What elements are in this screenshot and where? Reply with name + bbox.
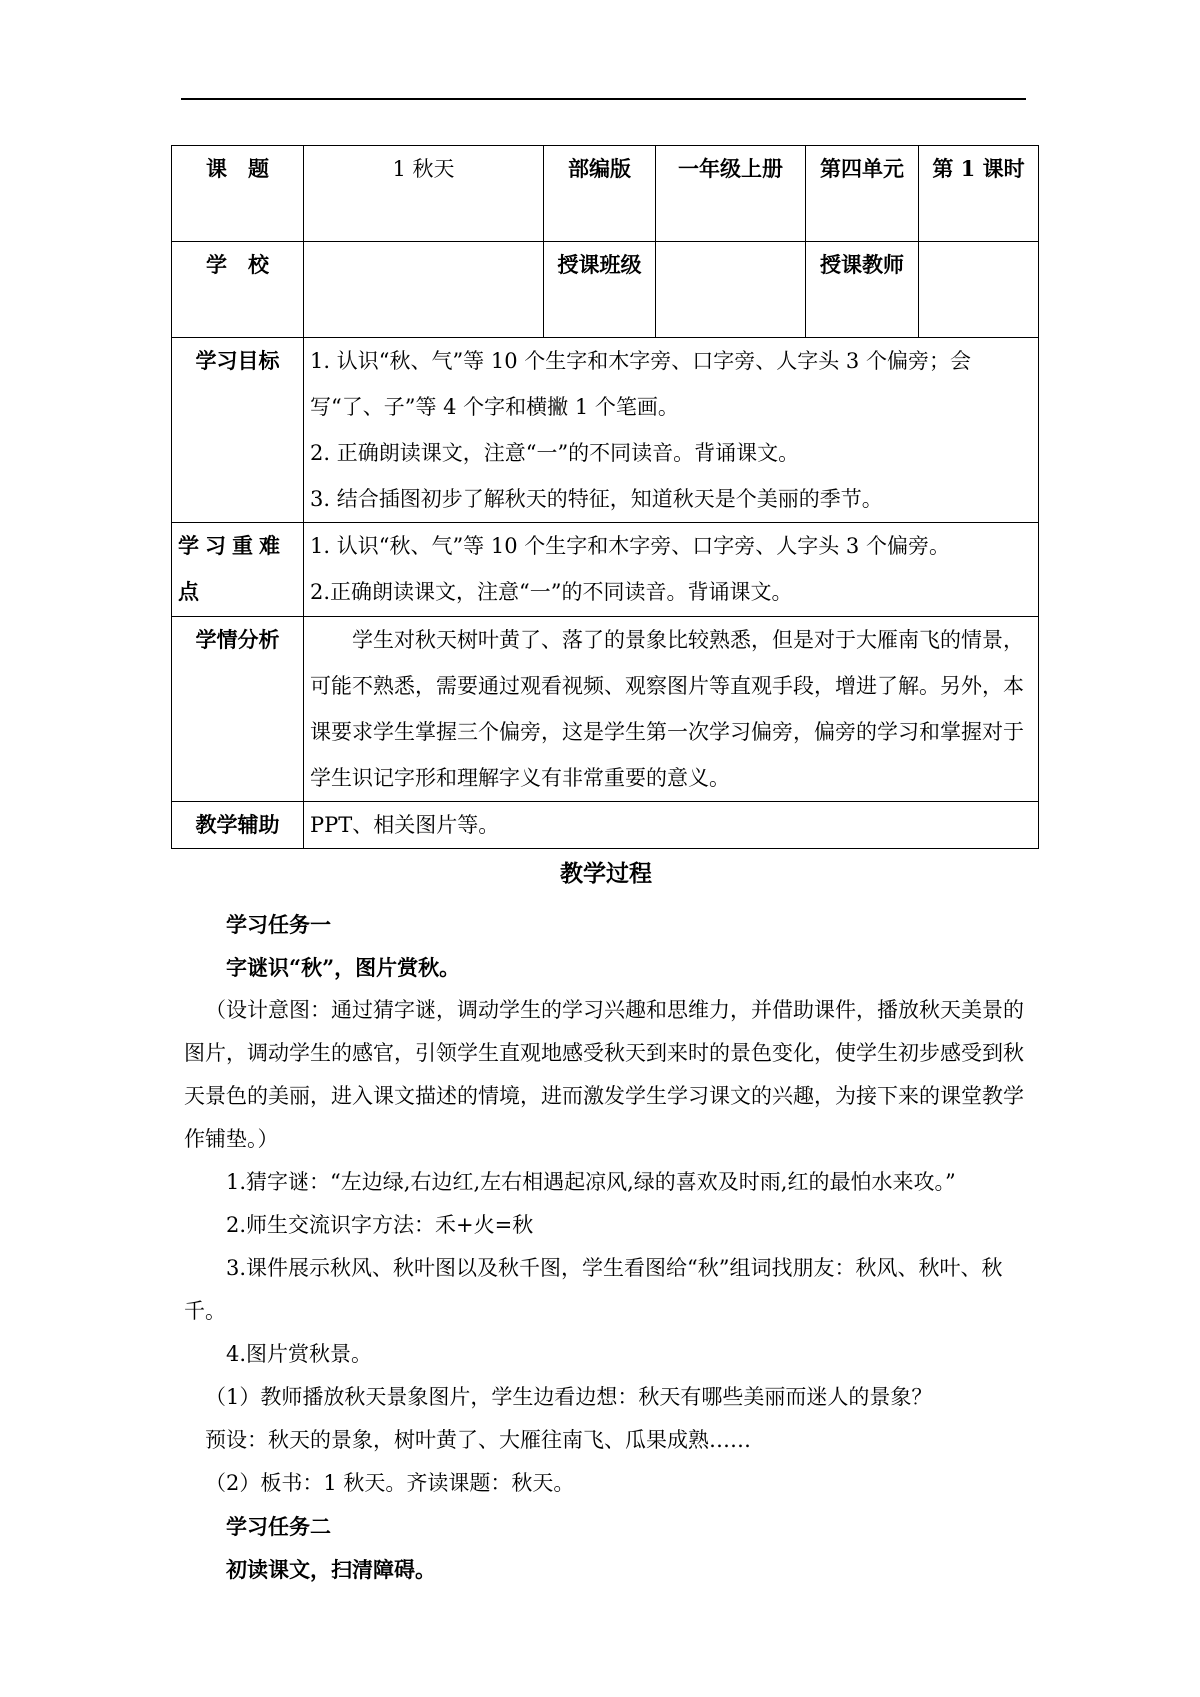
row-analysis [172, 617, 1039, 802]
goal-item: 1. 认识“秋、气”等 10 个生字和木字旁、口字旁、人字头 3 个偏旁；会写“了、子”等 4 个字和横撇 1 个笔画。 [310, 349, 971, 419]
step-4-2: （2）板书：1 秋天。齐读课题：秋天。 [205, 1471, 575, 1495]
task1-intent: （设计意图：通过猜字谜，调动学生的学习兴趣和思维力，并借助课件，播放秋天美景的图片，调动学生的感官，引领学生直观地感受秋天到来时的景色变化，使学生初步感受到秋天景色的美丽，进入课文描述的情境，进而激发学生学习课文的兴趣，为接下来的课堂教学作铺垫。） [184, 998, 1024, 1151]
class-value [656, 242, 806, 338]
header-rule [181, 98, 1026, 100]
step-2: 2.师生交流识字方法：禾+火=秋 [226, 1213, 534, 1237]
analysis-content [304, 617, 1039, 802]
key-points-label: 学习重难点 [172, 523, 304, 617]
school-label: 学 校 [172, 242, 304, 338]
step-4-1: （1）教师播放秋天景象图片，学生边看边想：秋天有哪些美丽而迷人的景象？ [205, 1385, 933, 1409]
goal-item: 2. 正确朗读课文，注意“一”的不同读音。背诵课文。 [310, 441, 800, 465]
key-points-content [304, 523, 1039, 617]
row-topic [172, 146, 1039, 242]
grade: 一年级上册 [656, 146, 806, 242]
row-school [172, 242, 1039, 338]
teaching-process [184, 852, 1028, 1591]
goal-item: 3. 结合插图初步了解秋天的特征，知道秋天是个美丽的季节。 [310, 487, 883, 511]
topic-label: 课 题 [172, 146, 304, 242]
class-label: 授课班级 [544, 242, 656, 338]
row-goals [172, 338, 1039, 523]
analysis-text: 学生对秋天树叶黄了、落了的景象比较熟悉，但是对于大雁南飞的情景，可能不熟悉，需要通过观看视频、观察图片等直观手段，增进了解。另外，本课要求学生掌握三个偏旁，这是学生第一次学习偏旁，偏旁的学习和掌握对于学生识记字形和理解字义有非常重要的意义。 [310, 628, 1024, 790]
lesson-info-table [171, 145, 1039, 849]
step-3: 3.课件展示秋风、秋叶图以及秋千图，学生看图给“秋”组词找朋友：秋风、秋叶、秋千。 [184, 1256, 1003, 1323]
row-key-points [172, 523, 1039, 617]
analysis-label: 学情分析 [172, 617, 304, 802]
school-value [304, 242, 544, 338]
key-point-item: 2.正确朗读课文，注意“一”的不同读音。背诵课文。 [310, 580, 793, 604]
unit: 第四单元 [806, 146, 919, 242]
aids-content [304, 802, 1039, 849]
edition: 部编版 [544, 146, 656, 242]
period: 第 1 课时 [919, 146, 1039, 242]
teacher-label: 授课教师 [806, 242, 919, 338]
teacher-value [919, 242, 1039, 338]
goals-content [304, 338, 1039, 523]
aids-label: 教学辅助 [172, 802, 304, 849]
task1-title: 学习任务一 [226, 912, 331, 937]
aids-text: PPT、相关图片等。 [310, 813, 500, 837]
lesson-title: 1 秋天 [304, 146, 544, 242]
task1-subtitle: 字谜识“秋”，图片赏秋。 [226, 955, 461, 980]
preset: 预设：秋天的景象，树叶黄了、大雁往南飞、瓜果成熟…… [205, 1428, 751, 1452]
task2-title: 学习任务二 [226, 1514, 331, 1539]
goals-label: 学习目标 [172, 338, 304, 523]
step-4: 4.图片赏秋景。 [226, 1342, 373, 1366]
task2-subtitle: 初读课文，扫清障碍。 [226, 1557, 436, 1582]
process-heading: 教学过程 [560, 860, 652, 887]
row-aids [172, 802, 1039, 849]
step-1: 1.猜字谜：“左边绿,右边红,左右相遇起凉风,绿的喜欢及时雨,红的最怕水来攻。” [226, 1170, 956, 1194]
key-point-item: 1. 认识“秋、气”等 10 个生字和木字旁、口字旁、人字头 3 个偏旁。 [310, 534, 950, 558]
